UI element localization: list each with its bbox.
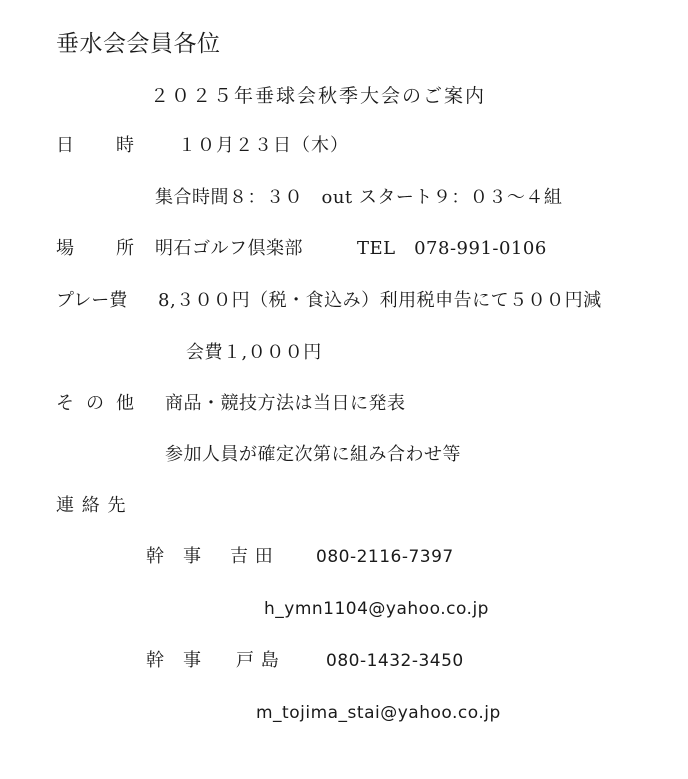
date-label-2: 時	[116, 135, 134, 156]
contact-1-phone: 080-2116-7397	[316, 547, 454, 567]
contact-1-email: h_ymn1104@yahoo.co.jp	[264, 599, 489, 619]
fee-label: プレー費	[56, 290, 128, 311]
contact-2-phone: 080-1432-3450	[326, 651, 464, 671]
date-label-1: 日	[56, 135, 74, 156]
contact-2-email: m_tojima_stai@yahoo.co.jp	[256, 703, 501, 723]
other-label-1: そ	[56, 393, 74, 414]
other-label-3: 他	[116, 393, 134, 414]
date-detail: 集合時間８：３０ out スタート９：０３～４組	[155, 187, 563, 208]
place-venue: 明石ゴルフ倶楽部	[155, 238, 303, 259]
fee-value: 8,３００円（税・食込み）利用税申告にて５００円減	[158, 290, 602, 311]
place-tel: TEL 078-991-0106	[357, 238, 547, 259]
contact-label: 連 絡 先	[56, 495, 127, 516]
other-label-2: の	[86, 393, 104, 414]
other-line-2: 参加人員が確定次第に組み合わせ等	[165, 444, 461, 465]
date-value: １０月２３日（木）	[178, 135, 349, 156]
membership-fee: 会費１,０００円	[186, 342, 322, 363]
addressee: 垂水会会員各位	[56, 31, 221, 57]
contact-2-title: 幹 事	[146, 650, 202, 671]
contact-1-name: 吉 田	[230, 546, 274, 567]
place-label-1: 場	[56, 238, 74, 259]
contact-2-name: 戸 島	[236, 650, 280, 671]
other-line-1: 商品・競技方法は当日に発表	[165, 393, 406, 414]
place-label-2: 所	[116, 238, 134, 259]
contact-1-title: 幹 事	[146, 546, 202, 567]
notice-title: ２０２５年垂球会秋季大会のご案内	[150, 85, 487, 107]
